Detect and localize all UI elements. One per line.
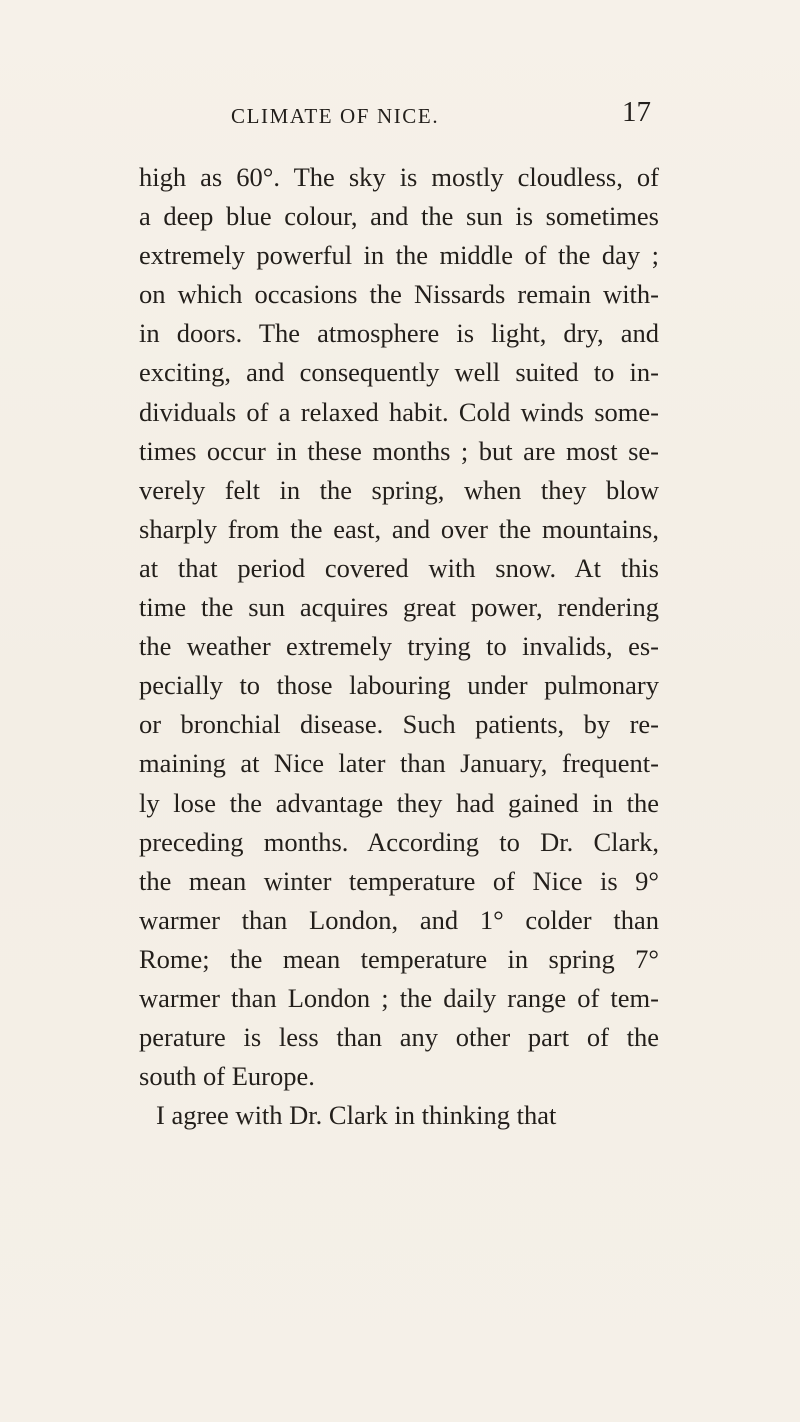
text-line: the mean winter temperature of Nice is 9° [139,865,659,896]
text-line: Rome; the mean temperature in spring 7° [139,943,659,974]
text-line: extremely powerful in the middle of the day ; [139,240,659,271]
text-line: a deep blue colour, and the sun is sometimes [139,201,659,232]
text-line: maining at Nice later than January, frequent- [139,748,659,779]
text-line: sharply from the east, and over the mountains, [139,513,659,544]
text-line: dividuals of a relaxed habit. Cold winds some- [139,396,659,427]
text-line: ly lose the advantage they had gained in the [139,787,659,818]
text-line: pecially to those labouring under pulmonary [139,670,659,701]
text-line: exciting, and consequently well suited to in- [139,357,659,388]
running-title: CLIMATE OF NICE. [231,104,440,128]
text-line: at that period covered with snow. At this [139,552,659,583]
text-line: warmer than London ; the daily range of tem- [139,982,659,1013]
text-line: on which occasions the Nissards remain with- [139,279,659,310]
text-line: verely felt in the spring, when they blow [139,474,659,505]
text-line: warmer than London, and 1° colder than [139,904,659,935]
page-number: 17 [622,96,651,128]
text-line: high as 60°. The sky is mostly cloudless, of [139,162,659,192]
text-line: preceding months. According to Dr. Clark, [139,826,659,857]
text-line: south of Europe. [139,1061,315,1092]
text-line: the weather extremely trying to invalids, es- [139,631,659,662]
text-line: I agree with Dr. Clark in thinking that [156,1100,557,1131]
running-head [231,96,651,138]
body-text [139,158,659,1135]
text-line: times occur in these months ; but are most se- [139,435,659,466]
text-line: or bronchial disease. Such patients, by re- [139,709,659,740]
text-line: in doors. The atmosphere is light, dry, and [139,318,659,349]
text-line: perature is less than any other part of the [139,1022,659,1053]
text-line: time the sun acquires great power, rendering [139,592,659,623]
